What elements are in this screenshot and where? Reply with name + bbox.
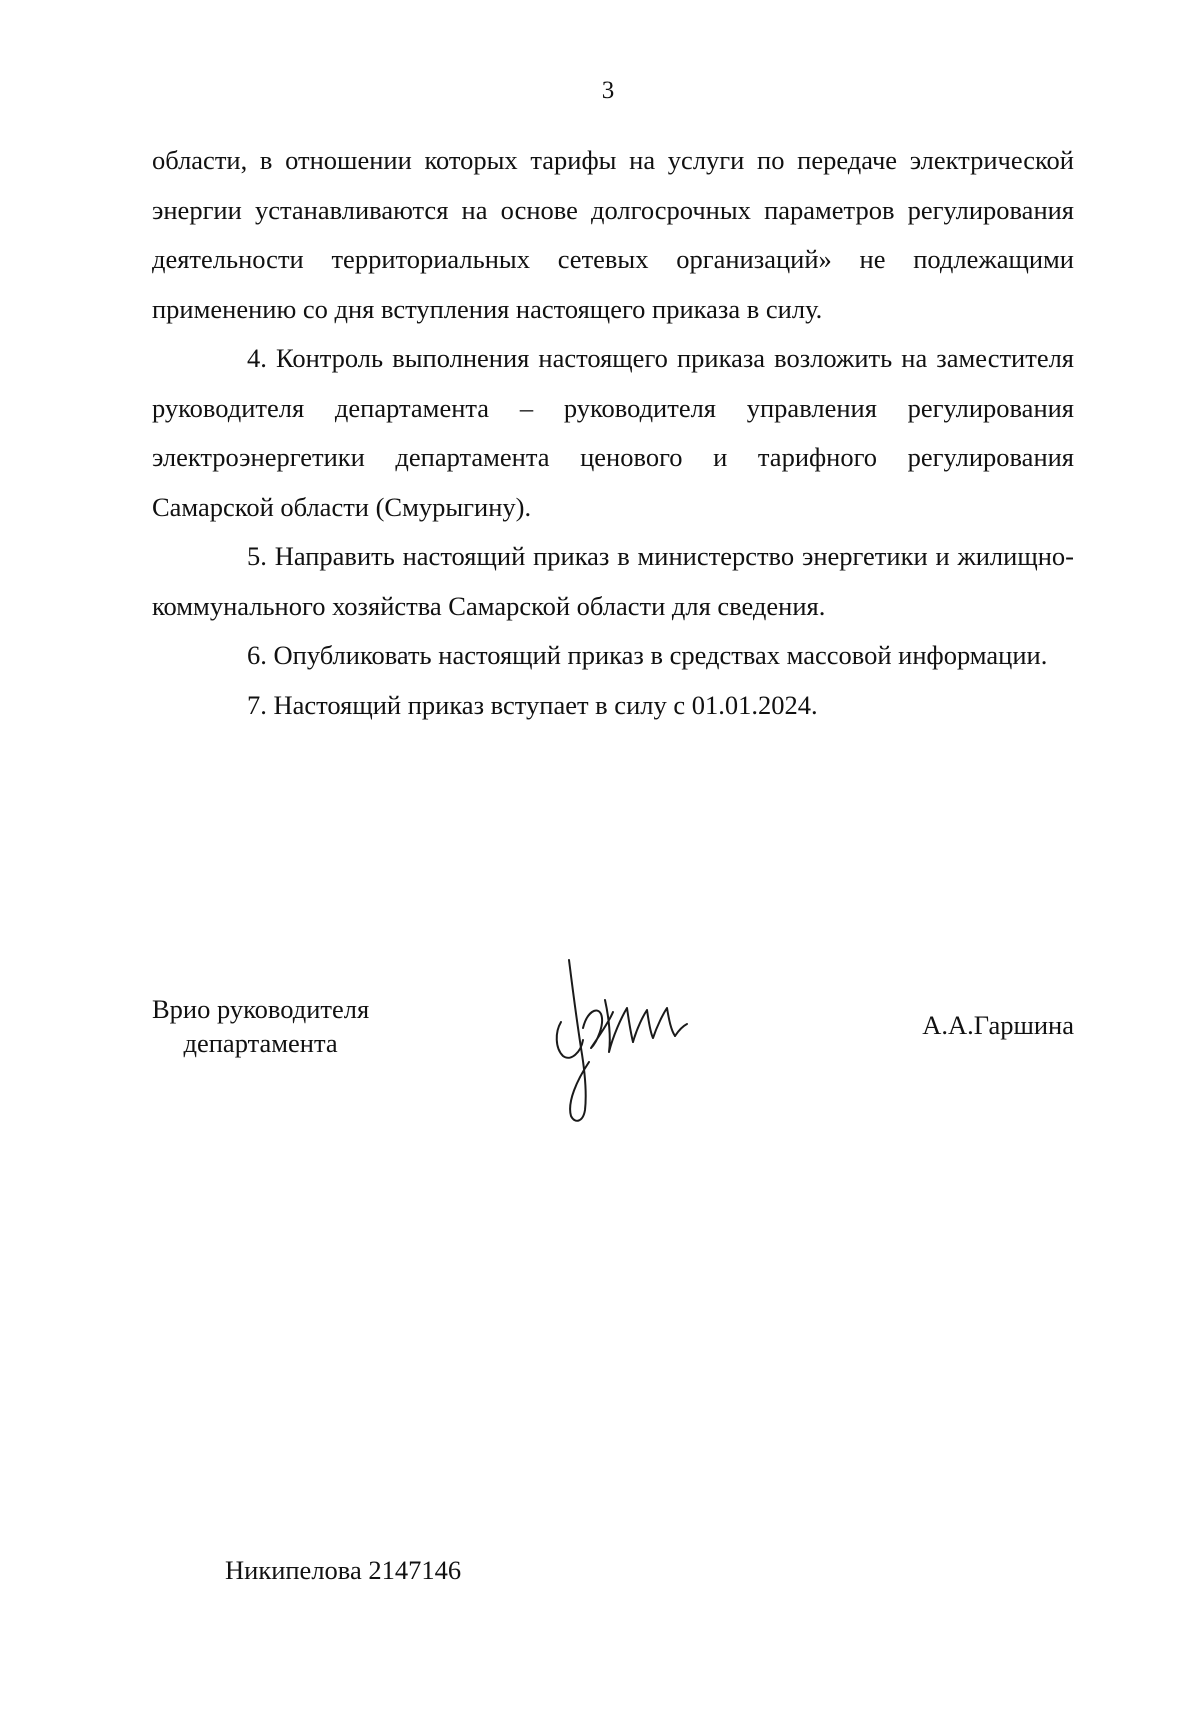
paragraph-item-6: 6. Опубликовать настоящий приказ в средствах массовой информации.: [247, 640, 1048, 670]
signatory-position: [152, 992, 369, 1060]
executor-contact: Никипелова 2147146: [225, 1555, 462, 1585]
signatory-position-line-1: Врио руководителя: [152, 994, 370, 1024]
signature-block: [152, 992, 1074, 1142]
handwritten-signature: [547, 952, 697, 1127]
paragraph-item-4: 4. Контроль выполнения настоящего приказа возложить на заместителя руководителя департамента – руководителя управления регулирования электроэнергетики департамента ценового и тарифного регулирования Самарской области (Смурыгину).: [152, 343, 1074, 522]
paragraph-item-5: 5. Направить настоящий приказ в министерство энергетики и жилищно-коммунального хозяйства Самарской области для сведения.: [152, 541, 1074, 621]
document-body: [152, 136, 1074, 730]
page-number: 3: [601, 77, 615, 104]
signatory-position-line-2: департамента: [183, 1028, 338, 1058]
paragraph-continuation: области, в отношении которых тарифы на услуги по передаче электрической энергии устанавливаются на основе долгосрочных параметров регулирования деятельности территориальных сетевых организаций» не подлежащими применению со дня вступления настоящего приказа в силу.: [152, 145, 1074, 324]
paragraph-item-7: 7. Настоящий приказ вступает в силу с 01.01.2024.: [247, 689, 818, 720]
signatory-name: А.А.Гаршина: [922, 1010, 1074, 1040]
